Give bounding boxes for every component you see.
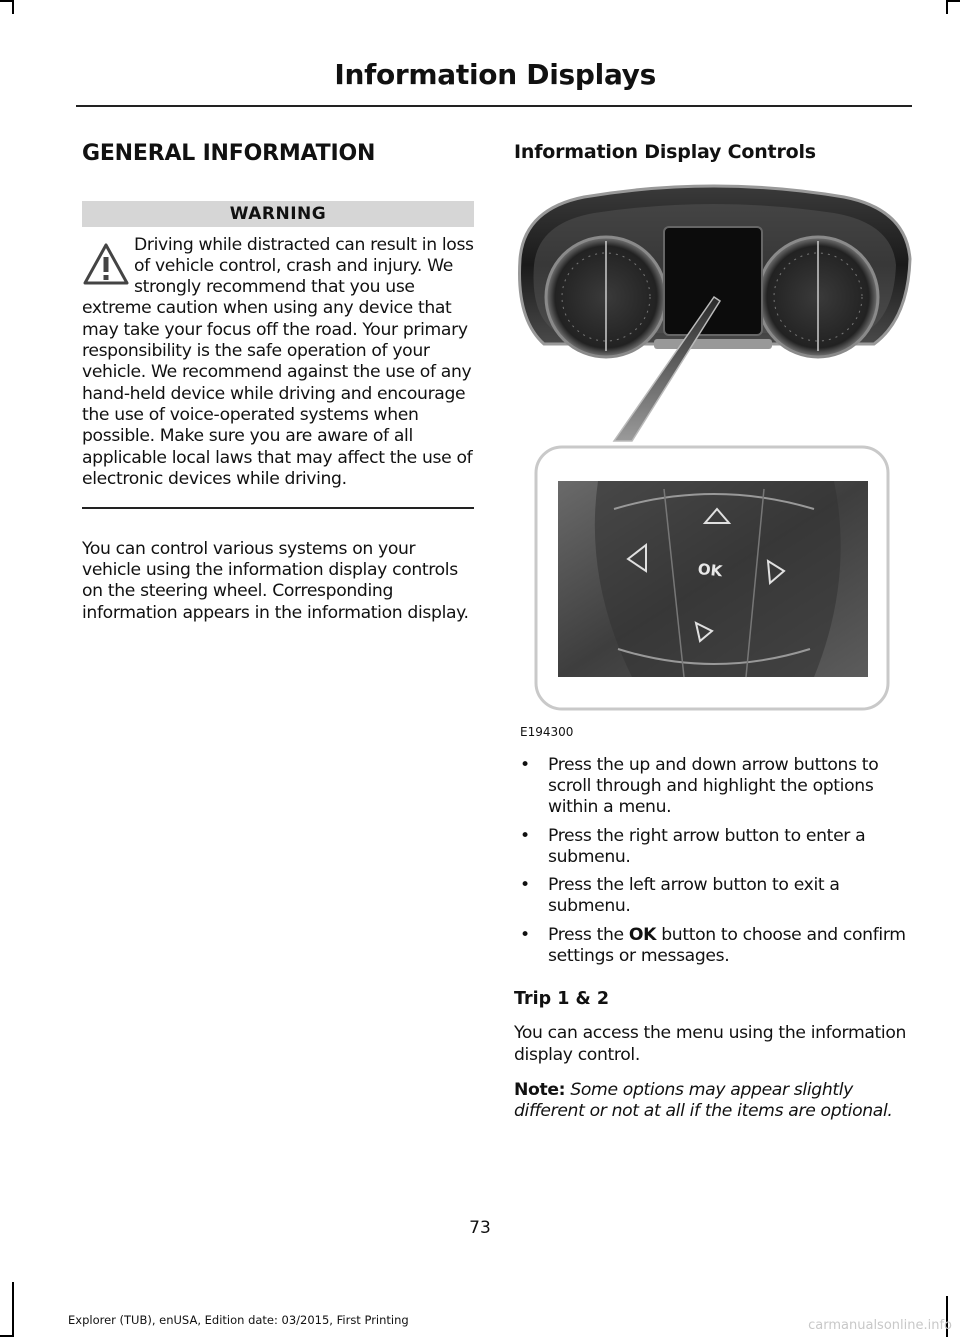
bullet-icon: • bbox=[520, 875, 530, 896]
watermark-text: carmanualsonline.info bbox=[808, 1318, 952, 1333]
right-column bbox=[514, 140, 912, 1123]
crop-mark bbox=[948, 0, 960, 2]
list-item: • Press the OK button to choose and confirm settings or messages. bbox=[520, 924, 906, 967]
page-number: 73 bbox=[469, 1218, 491, 1238]
ok-keyword: OK bbox=[628, 924, 657, 945]
display-controls-figure bbox=[514, 179, 912, 739]
left-column bbox=[82, 140, 474, 624]
list-item: • Press the right arrow button to enter a submenu. bbox=[520, 825, 866, 867]
ok-button-label: OK bbox=[697, 559, 724, 581]
intro-paragraph: You can control various systems on your vehicle using the information display controls on the steering wheel. Corresponding information appears in the information display. bbox=[82, 538, 469, 623]
warning-text: Driving while distracted can result in loss of vehicle control, crash and injury. We strongly recommend that you use extreme caution when using any device that may take your focus off the road. Your primary responsibility is the safe operation of your vehicle. We recommend against the use of any hand-held device while driving and encourage the use of voice-operated systems when possible. Make sure you are aware of all applicable local laws that may affect the use of electronic devices while driving. bbox=[82, 234, 474, 489]
figure-code: E194300 bbox=[520, 724, 574, 739]
note-text: Some options may appear slightly different or not at all if the items are optional. bbox=[514, 1079, 893, 1122]
header-divider bbox=[76, 105, 912, 107]
trip-heading: Trip 1 & 2 bbox=[514, 989, 610, 1010]
note-paragraph bbox=[514, 1080, 912, 1123]
bullet-icon: • bbox=[520, 825, 530, 846]
warning-triangle-icon bbox=[82, 241, 130, 289]
section-title: GENERAL INFORMATION bbox=[82, 141, 376, 166]
warning-box bbox=[82, 235, 474, 491]
control-instructions bbox=[514, 755, 912, 968]
warning-label: WARNING bbox=[82, 201, 474, 227]
bullet-icon: • bbox=[520, 924, 530, 945]
crop-mark bbox=[0, 1335, 12, 1337]
list-item: • Press the up and down arrow buttons to scroll through and highlight the options within a menu. bbox=[520, 754, 879, 818]
crop-mark bbox=[12, 1282, 14, 1337]
crop-mark bbox=[0, 0, 12, 2]
crop-mark bbox=[12, 0, 14, 14]
list-item: • Press the left arrow button to exit a submenu. bbox=[520, 875, 840, 917]
bullet-icon: • bbox=[520, 754, 530, 775]
instrument-cluster-illustration bbox=[514, 179, 912, 724]
subsection-title: Information Display Controls bbox=[514, 141, 816, 163]
trip-paragraph: You can access the menu using the information display control. bbox=[514, 1023, 907, 1065]
warning-divider bbox=[82, 507, 474, 509]
footer-text: Explorer (TUB), enUSA, Edition date: 03/2015, First Printing bbox=[68, 1313, 409, 1327]
crop-mark bbox=[946, 0, 948, 14]
note-label: Note: bbox=[514, 1079, 566, 1100]
page-title: Information Displays bbox=[334, 58, 656, 91]
